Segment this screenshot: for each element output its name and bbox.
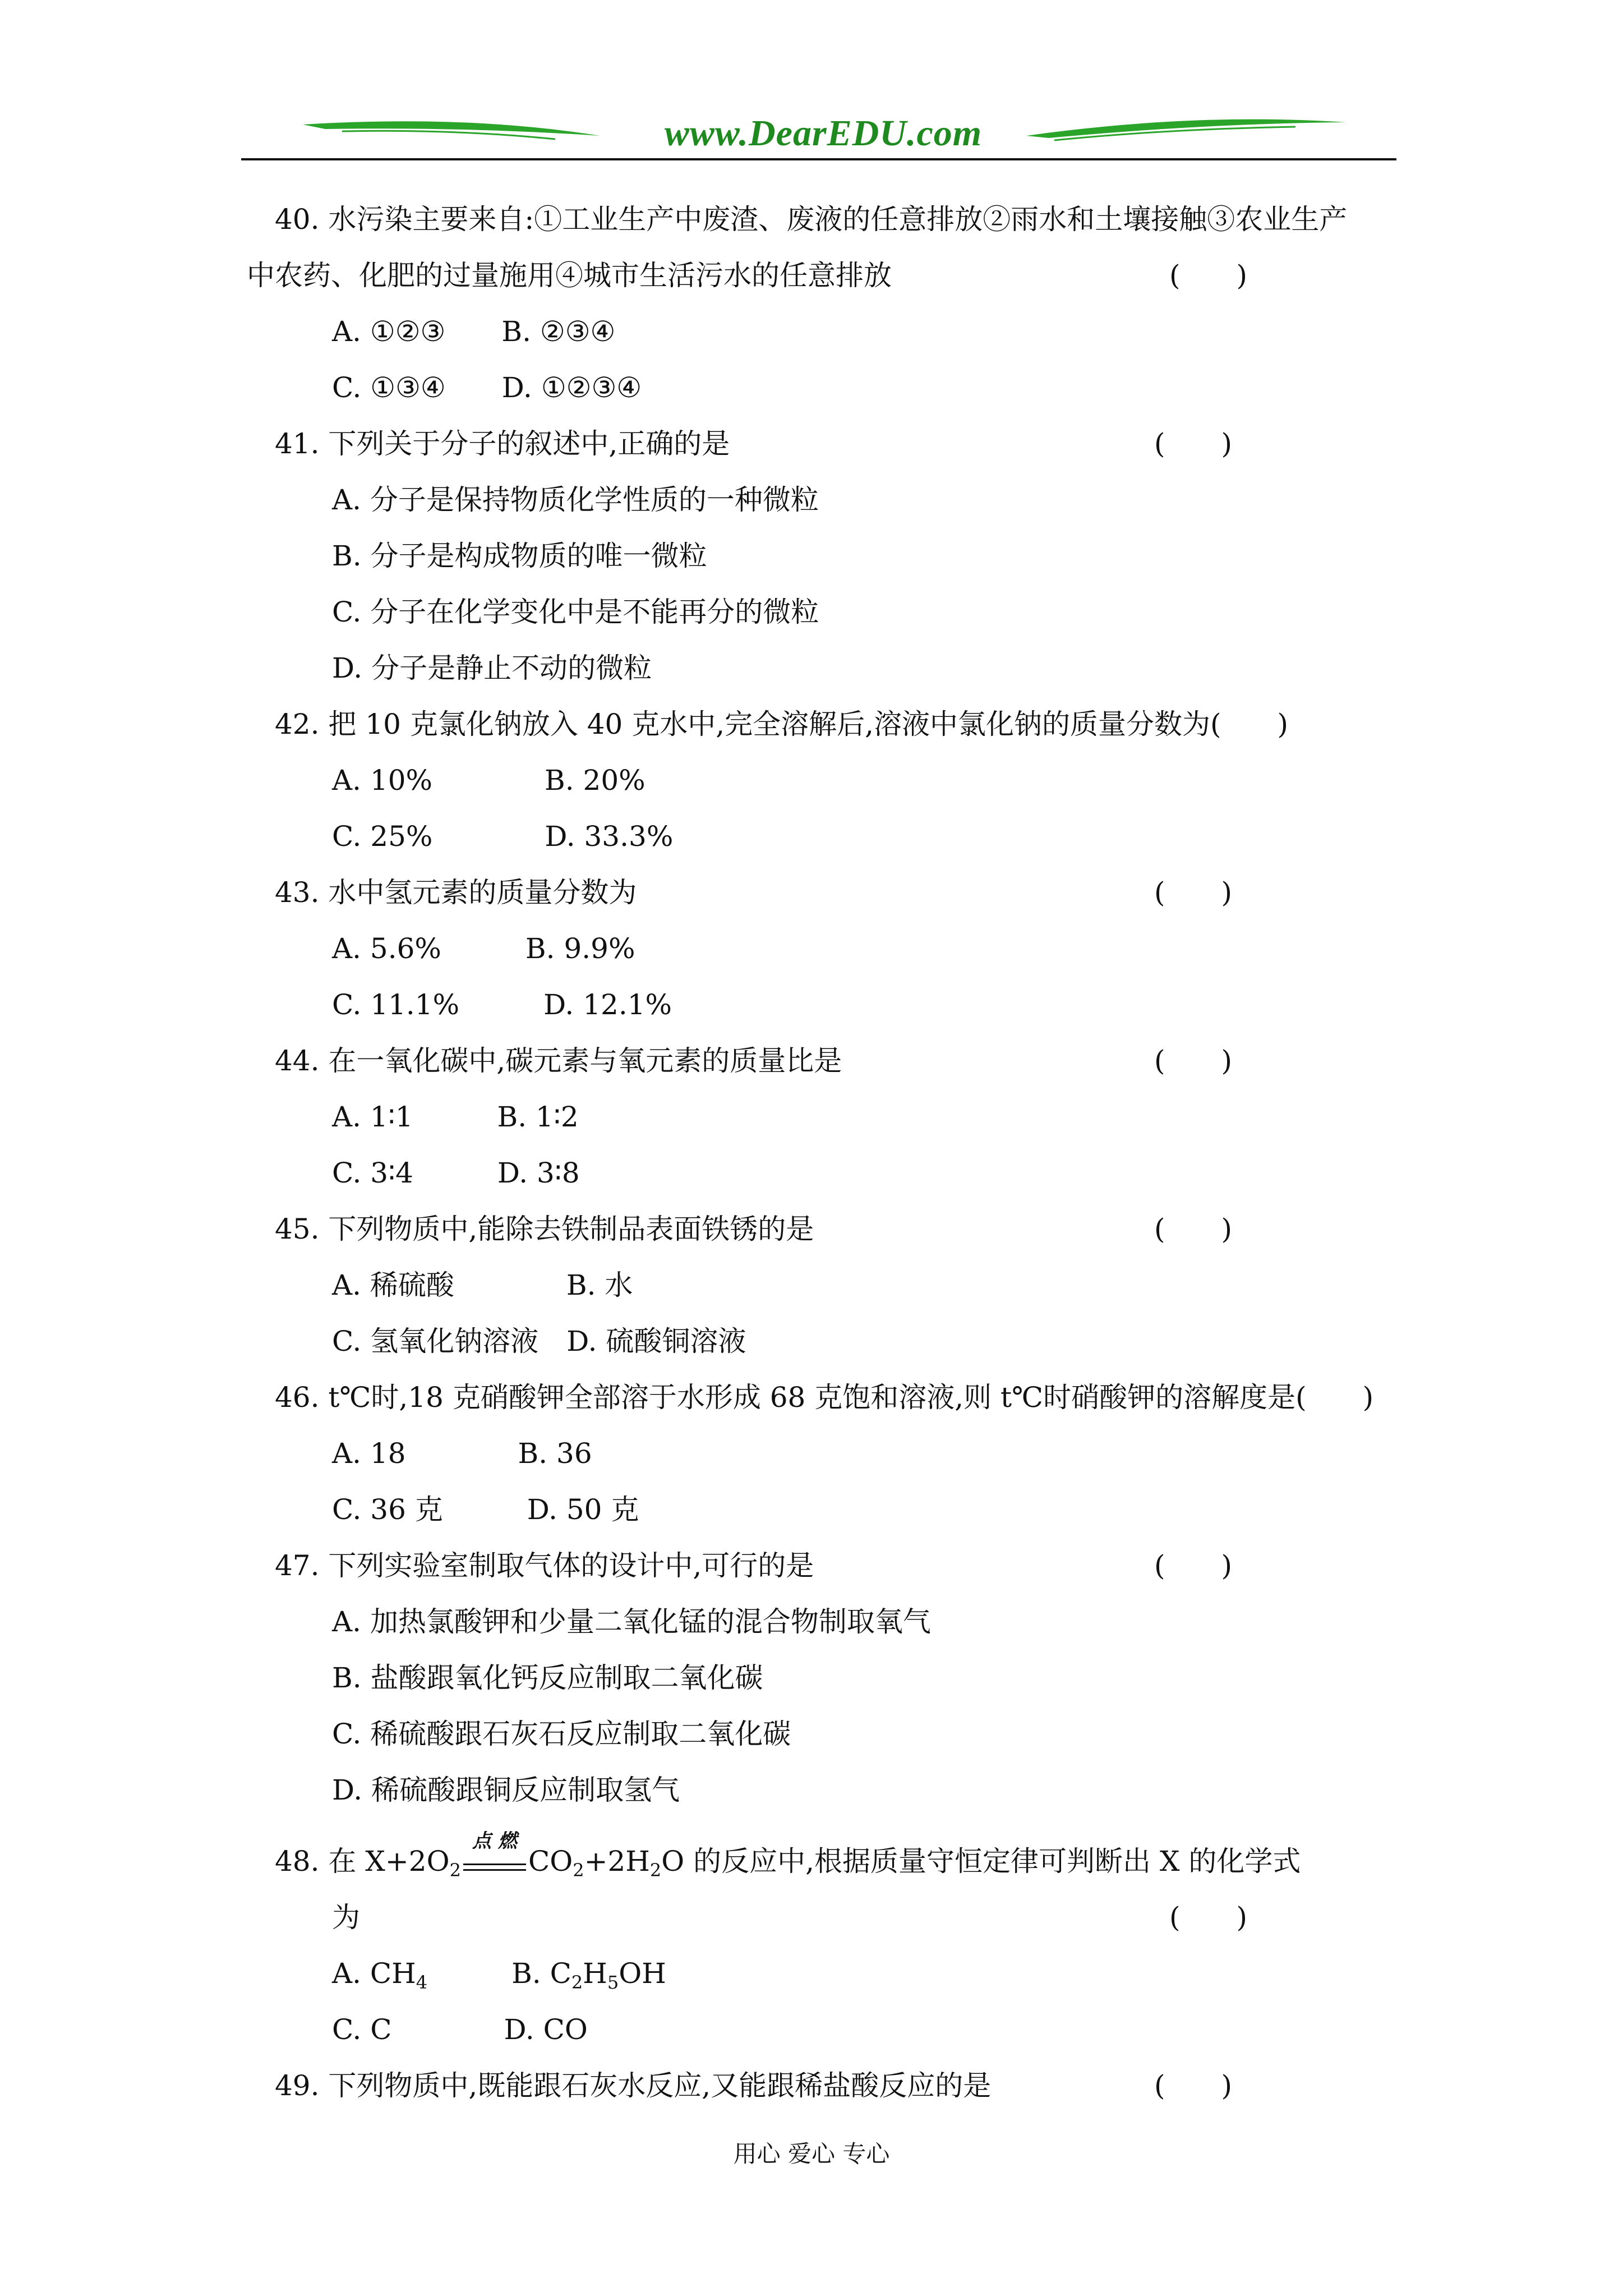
q40-answer-paren: ( )	[1169, 259, 1248, 292]
q48-text: O 的反应中,根据质量守恒定律可判断出 X 的化学式	[661, 1845, 1301, 1878]
q43-answer-paren: ( )	[1154, 876, 1233, 909]
q40-option-row: C. ①③④ D. ①②③④	[332, 371, 642, 404]
q47-option: A. 加热氯酸钾和少量二氧化锰的混合物制取氧气	[332, 1605, 931, 1638]
q47-answer-paren: ( )	[1154, 1549, 1233, 1582]
q45-option-row: A. 稀硫酸 B. 水	[332, 1269, 633, 1301]
q48-subscript: 5	[607, 1972, 619, 1993]
q42-option-row: A. 10% B. 20%	[332, 764, 645, 797]
q44-line1: 44. 在一氧化碳中,碳元素与氧元素的质量比是	[275, 1045, 842, 1077]
q46-option-row: C. 36 克 D. 50 克	[332, 1493, 639, 1526]
q41-line1: 41. 下列关于分子的叙述中,正确的是	[275, 427, 730, 460]
q48-option-b: B. C	[511, 1957, 571, 1990]
q48-option-b-part: H	[583, 1957, 607, 1990]
q44-answer-paren: ( )	[1154, 1045, 1233, 1077]
page-header	[241, 107, 1396, 168]
q48-line2: 为	[332, 1901, 360, 1934]
q48-subscript: 2	[573, 1860, 584, 1881]
q48-text: CO	[528, 1845, 573, 1878]
q41-option: D. 分子是静止不动的微粒	[332, 652, 652, 684]
q43-option-row: A. 5.6% B. 9.9%	[332, 932, 635, 965]
q44-option-row: A. 1∶1 B. 1∶2	[332, 1101, 579, 1133]
q48-answer-paren: ( )	[1169, 1901, 1248, 1934]
q43-option-row: C. 11.1% D. 12.1%	[332, 988, 672, 1021]
q48-subscript: 2	[449, 1860, 461, 1881]
q47-option: D. 稀硫酸跟铜反应制取氢气	[332, 1774, 680, 1806]
q43-line1: 43. 水中氢元素的质量分数为	[275, 876, 637, 909]
q42-option-row: C. 25% D. 33.3%	[332, 820, 674, 853]
reaction-condition-label: 点 燃	[472, 1830, 517, 1852]
q46-line1: 46. t℃时,18 克硝酸钾全部溶于水形成 68 克饱和溶液,则 t℃时硝酸钾的溶解度是( )	[275, 1381, 1374, 1414]
q48-option-a: A. CH	[332, 1957, 416, 1990]
q48-subscript: 4	[416, 1972, 428, 1993]
q41-answer-paren: ( )	[1154, 427, 1233, 460]
q45-option-row: C. 氢氧化钠溶液 D. 硫酸铜溶液	[332, 1325, 746, 1358]
q45-answer-paren: ( )	[1154, 1213, 1233, 1245]
q48-subscript: 2	[571, 1972, 583, 1993]
q40-option-row: A. ①②③ B. ②③④	[332, 315, 616, 348]
q42-line1: 42. 把 10 克氯化钠放入 40 克水中,完全溶解后,溶液中氯化钠的质量分数为( )	[275, 708, 1289, 740]
q45-line1: 45. 下列物质中,能除去铁制品表面铁锈的是	[275, 1213, 814, 1245]
q41-option: C. 分子在化学变化中是不能再分的微粒	[332, 596, 819, 628]
q46-option-row: A. 18 B. 36	[332, 1437, 592, 1470]
q40-line2: 中农药、化肥的过量施用④城市生活污水的任意排放	[247, 259, 892, 292]
q49-answer-paren: ( )	[1154, 2069, 1233, 2102]
q40-line1: 40. 水污染主要来自:①工业生产中废渣、废液的任意排放②雨水和土壤接触③农业生产	[275, 203, 1348, 236]
q48-option-row: C. C D. CO	[332, 2013, 588, 2046]
q47-option: B. 盐酸跟氧化钙反应制取二氧化碳	[332, 1662, 763, 1694]
q47-option: C. 稀硫酸跟石灰石反应制取二氧化碳	[332, 1718, 791, 1750]
q47-line1: 47. 下列实验室制取气体的设计中,可行的是	[275, 1549, 814, 1582]
page-footer: 用心 爱心 专心	[733, 2140, 890, 2168]
q48-option-row	[332, 1953, 666, 1994]
q41-option: B. 分子是构成物质的唯一微粒	[332, 540, 707, 572]
q48-text: +2H	[584, 1845, 650, 1878]
q48-line1	[275, 1830, 1301, 1881]
q48-option-b-part: OH	[619, 1957, 666, 1990]
q48-text: 48. 在 X+2O	[275, 1845, 450, 1878]
q48-subscript: 2	[649, 1860, 662, 1881]
site-logo-text: www.DearEDU.com	[664, 113, 983, 154]
header-rule	[241, 158, 1396, 160]
q49-line1: 49. 下列物质中,既能跟石灰水反应,又能跟稀盐酸反应的是	[275, 2069, 992, 2102]
q44-option-row: C. 3∶4 D. 3∶8	[332, 1157, 580, 1189]
q41-option: A. 分子是保持物质化学性质的一种微粒	[332, 484, 819, 516]
reaction-condition-arrow	[461, 1830, 528, 1881]
